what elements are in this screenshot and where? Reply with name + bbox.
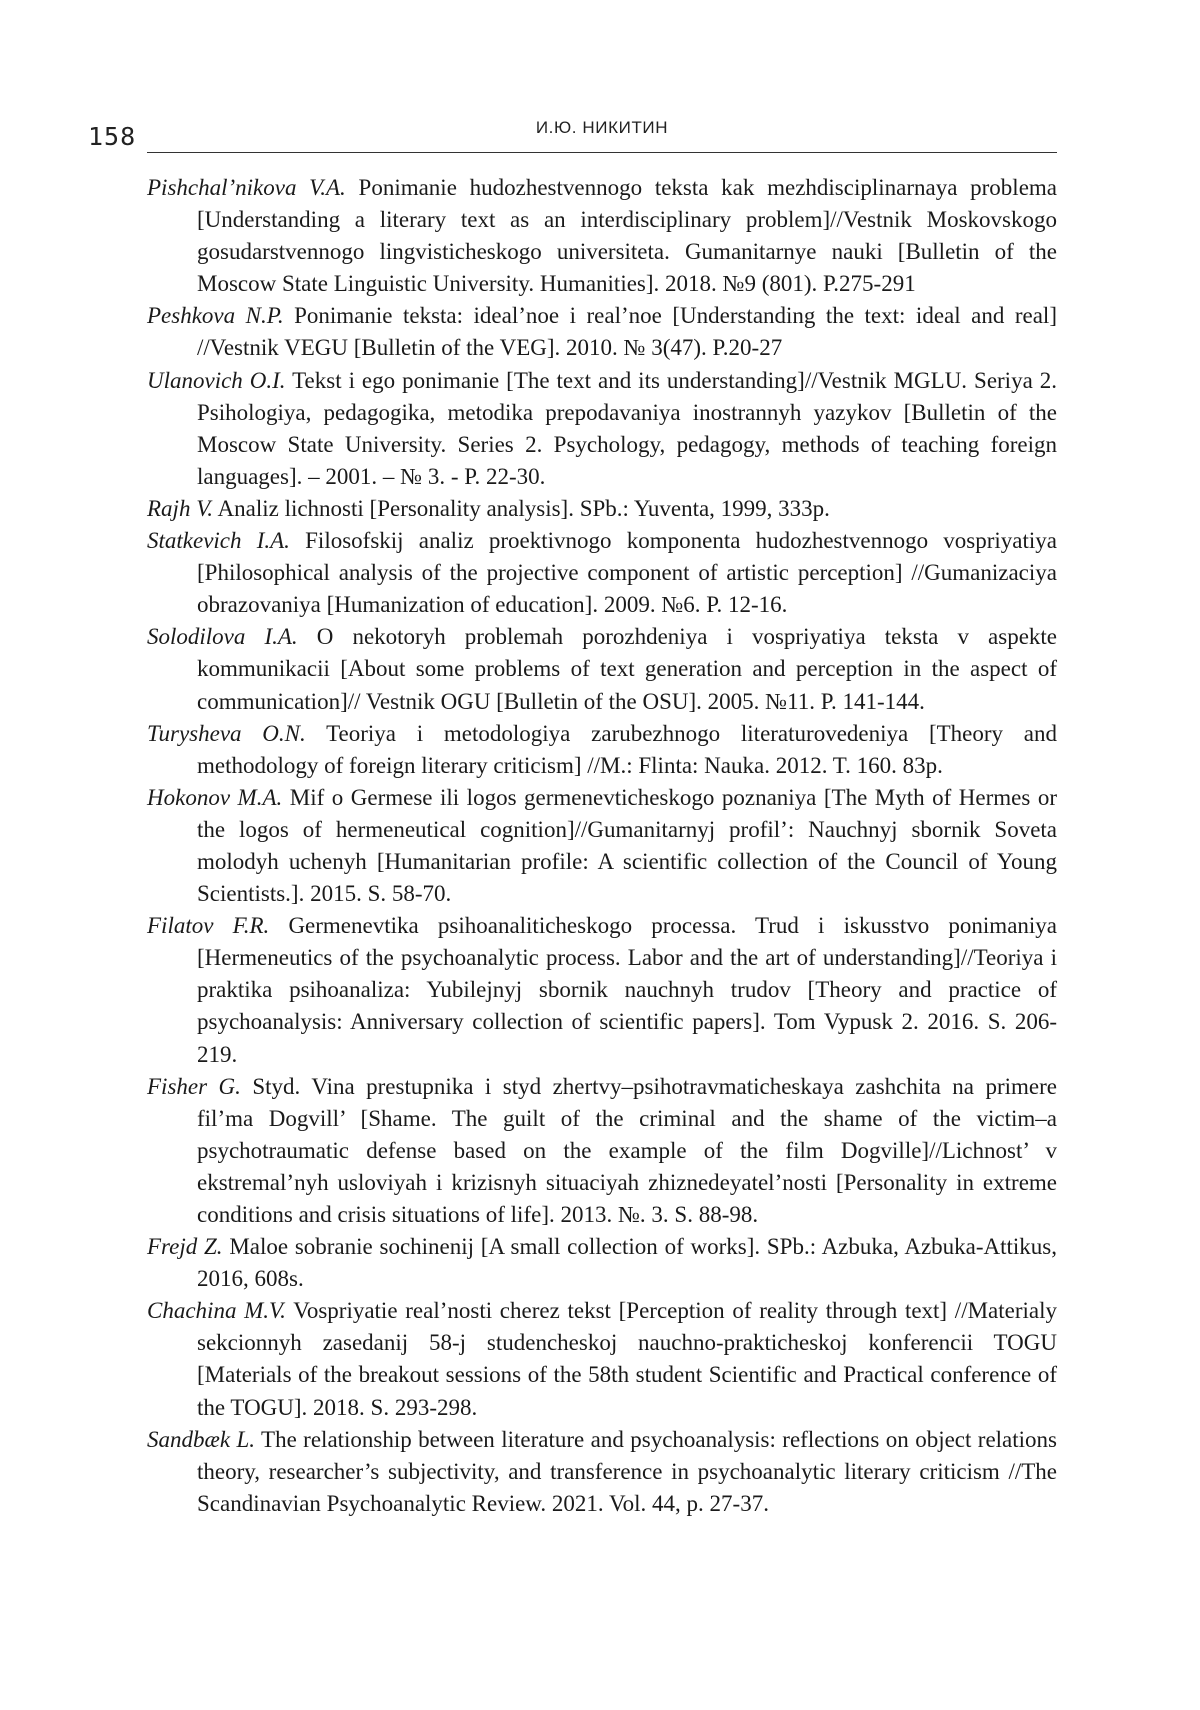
reference-list	[147, 172, 1057, 1520]
reference-author: Frejd Z.	[147, 1234, 223, 1260]
reference-text: Analiz lichnosti [Personality analysis]. SPb.: Yuventa, 1999, 333p.	[217, 495, 830, 521]
reference-text: Maloe sobranie sochinenij [A small collection of works]. SPb.: Azbuka, Azbuka-Attikus, 2016, 608s.	[197, 1234, 1057, 1292]
reference-text: Vospriyatie real’nosti cherez tekst [Perception of reality through text] //Materialy sekcionnyh zasedanij 58-j studencheskoj nauchno-prakticheskoj konferencii TOGU [Materials of the breakout sessions of the 58th student Scientific and Practical conference of the TOGU]. 2018. S. 293-298.	[197, 1298, 1057, 1420]
reference-text: Ponimanie teksta: ideal’noe i real’noe [Understanding the text: ideal and real] //Vestnik VEGU [Bulletin of the VEG]. 2010. № 3(47). P.20-27	[197, 303, 1057, 361]
reference-author: Statkevich I.A.	[147, 528, 290, 554]
reference-item	[147, 1071, 1057, 1231]
reference-author: Ulanovich O.I.	[147, 367, 286, 393]
reference-author: Hokonov M.A.	[147, 784, 283, 810]
reference-item	[147, 493, 1057, 525]
reference-author: Sandbæk L.	[147, 1426, 256, 1452]
reference-item	[147, 782, 1057, 910]
reference-author: Rajh V.	[147, 495, 214, 521]
reference-item	[147, 365, 1057, 493]
reference-item	[147, 718, 1057, 782]
reference-author: Filatov F.R.	[147, 913, 270, 939]
reference-item	[147, 621, 1057, 717]
running-head: И.Ю. НИКИТИН	[535, 118, 669, 137]
header-divider	[147, 152, 1057, 153]
reference-text: Mif o Germese ili logos germenevticheskogo poznaniya [The Myth of Hermes or the logos of hermeneutical cognition]//Gumanitarnyj profil’: Nauchnyj sbornik Soveta molodyh uchenyh [Humanitarian profile: A scientific collection of the Council of Young Scientists.]. 2015. S. 58-70.	[197, 784, 1057, 907]
page-number: 158	[88, 122, 137, 151]
reference-author: Pishchal’nikova V.A.	[147, 175, 346, 200]
reference-author: Chachina M.V.	[147, 1298, 286, 1324]
reference-item	[147, 172, 1057, 300]
reference-item	[147, 300, 1057, 364]
reference-author: Turysheva O.N.	[147, 720, 306, 746]
reference-item	[147, 525, 1057, 621]
reference-text: Ponimanie hudozhestvennogo teksta kak mezhdisciplinarnaya problema [Understanding a literary text as an interdisciplinary problem]//Vestnik Moskovskogo gosudarstvennogo lingvisticheskogo universiteta. Gumanitarnye nauki [Bulletin of the Moscow State Linguistic University. Humanities]. 2018. №9 (801). P.275-291	[197, 175, 1057, 297]
reference-author: Fisher G.	[147, 1073, 241, 1099]
reference-item	[147, 1295, 1057, 1423]
reference-author: Peshkova N.P.	[147, 303, 284, 329]
reference-text: Filosofskij analiz proektivnogo komponenta hudozhestvennogo vospriyatiya [Philosophical analysis of the projective component of artistic perception] //Gumanizaciya obrazovaniya [Humanization of education]. 2009. №6. P. 12-16.	[197, 528, 1058, 618]
reference-text: Styd. Vina prestupnika i styd zhertvy–psihotravmaticheskaya zashchita na primere fil’ma Dogvill’ [Shame. The guilt of the criminal and the shame of the victim–a psychotraumatic defense based on the example of the film Dogville]//Lichnost’ v ekstremal’nyh usloviyah i krizisnyh situaciyah zhiznedeyatel’nosti [Personality in extreme conditions and crisis situations of life]. 2013. №. 3. S. 88-98.	[197, 1073, 1057, 1227]
reference-item	[147, 1424, 1057, 1520]
reference-text: Teoriya i metodologiya zarubezhnogo literaturovedeniya [Theory and methodology of foreign literary criticism] //M.: Flinta: Nauka. 2012. T. 160. 83p.	[197, 720, 1057, 778]
reference-item	[147, 910, 1057, 1070]
reference-item	[147, 1231, 1057, 1295]
reference-author: Solodilova I.A.	[147, 624, 298, 650]
reference-text: Germenevtika psihoanaliticheskogo processa. Trud i iskusstvo ponimaniya [Hermeneutics of the psychoanalytic process. Labor and the art of understanding]//Teoriya i praktika psihoanaliza: Yubilejnyj sbornik nauchnyh trudov [Theory and practice of psychoanalysis: Anniversary collection of scientific papers]. Tom Vypusk 2. 2016. S. 206-219.	[197, 913, 1058, 1067]
reference-text: The relationship between literature and psychoanalysis: reflections on object relations theory, researcher’s subjectivity, and transference in psychoanalytic literary criticism //The Scandinavian Psychoanalytic Review. 2021. Vol. 44, p. 27-37.	[197, 1426, 1058, 1516]
reference-text: O nekotoryh problemah porozhdeniya i vospriyatiya teksta v aspekte kommunikacii [About some problems of text generation and perception in the aspect of communication]// Vestnik OGU [Bulletin of the OSU]. 2005. №11. P. 141-144.	[197, 624, 1058, 714]
reference-text: Tekst i ego ponimanie [The text and its understanding]//Vestnik MGLU. Seriya 2. Psihologiya, pedagogika, metodika prepodavaniya inostrannyh yazykov [Bulletin of the Moscow State University. Series 2. Psychology, pedagogy, methods of teaching foreign languages]. – 2001. – № 3. - P. 22-30.	[197, 367, 1058, 489]
